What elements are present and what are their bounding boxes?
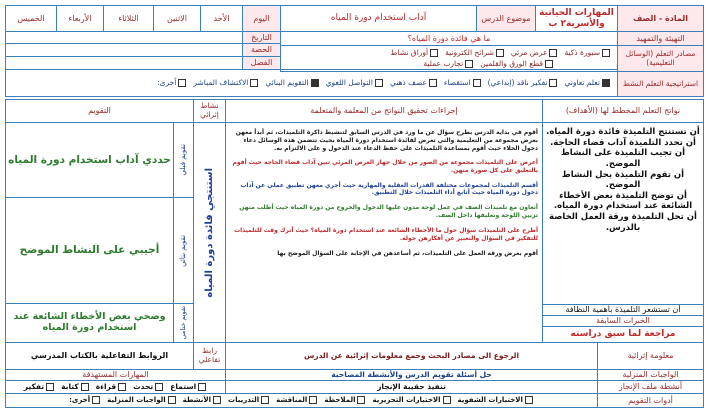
target-skills-label: المهارات المستهدفة [5,369,226,381]
day-thursday: الخميس [5,5,57,32]
eval-tag-final: تقويم ختامي [173,303,194,343]
strategy-item[interactable]: استقصاء [444,79,482,88]
homework-label: الواجبات المنزلية [597,369,704,381]
strategy-item[interactable]: تفكير ناقد (إبداعي) [488,79,559,88]
eval-tag-pre: تقويم قبلي [173,122,194,198]
intro-label: التهيئة والتمهيد [617,31,704,46]
day-tuesday: الثلاثاء [103,5,154,32]
enrichment-label: معلومة إثرائية [597,342,704,370]
eval-final: وضحي بعض الأخطاء الشائعة عند استخدام دورة المياه [5,303,174,343]
checkbox-checked-icon[interactable] [311,79,319,87]
skill-item[interactable]: كتابة [61,383,90,392]
day-monday: الاثنين [153,5,201,32]
resource-item[interactable]: سبورة ذكية [564,49,611,58]
checkbox-checked-icon[interactable] [602,79,610,87]
checkbox-icon[interactable] [198,383,206,391]
tool-item[interactable]: المناقشة [276,396,318,404]
interactive-link-label: رابط تفاعلي [193,342,226,370]
prev-experience-value: مراجعة لما سبق دراسته [542,326,704,343]
skill-item[interactable]: استماع [170,383,207,392]
checkbox-icon[interactable] [429,79,437,87]
strategies-label: استراتيجية التعلم النشط [617,71,704,97]
skill-item[interactable]: تحدث [133,383,164,392]
resources-label: مصادر التعلم (الوسائل التعليمية) [617,45,704,72]
procedure-step: أقوم بعرض ورقة العمل على التلميذات، ثم أساعدهن في الإجابة على السؤال الموضح بها [277,249,538,257]
interactive-link-value[interactable]: الروابط التفاعلية بالكتاب المدرسي [5,342,194,370]
activity-text: استنتجي فائدة دورة المياه [203,167,215,298]
checkbox-icon[interactable] [261,396,269,404]
achievement-label: أنشطة ملف الإنجاز [597,380,704,394]
resource-item[interactable]: شرائح الكترونية [445,49,505,58]
date-label: التاريخ [242,31,281,44]
checkbox-icon[interactable] [375,79,383,87]
strategy-item[interactable]: الاكتشاف المباشر [193,79,259,88]
checkbox-icon[interactable] [357,396,365,404]
day-label: اليوم [242,5,281,32]
resource-item[interactable]: قطع الورق والقلمين [480,60,554,69]
outcome-item: أن تحل التلميذة ورقة العمل الخاصة بالدرس. [549,212,697,233]
outcome-item: أن توضح التلميذة بعض الأخطاء الشائعة عند استخدام دورة المياه. [553,190,693,212]
tool-item[interactable]: الواجبات المنزلية [107,396,176,404]
procedure-step: أطرح على التلميذات سؤال حول ما الأخطاء الشائعة عند استخدام دورة المياه؟ حيث أترك وقت للتلميذات للتفكير في السؤال والتعبير عن أفكارهن حوله. [234,227,538,243]
homework-value: حل أسئلة تقويم الدرس والأنشطة المصاحبة [225,369,598,381]
checkbox-icon[interactable] [168,396,176,404]
skill-item[interactable]: قراءة [96,383,127,392]
resource-item[interactable]: تجارب عملية [423,60,474,69]
checkbox-icon[interactable] [602,49,610,57]
tool-item[interactable]: الأنشطة [183,396,222,404]
checkbox-icon[interactable] [213,396,221,404]
procedures-cell [225,122,543,343]
tool-item[interactable]: التدريبات [228,396,270,404]
checkbox-icon[interactable] [549,79,557,87]
skill-item[interactable]: تفكير [24,383,55,392]
strategy-item[interactable]: أخرى: [157,79,187,88]
lesson-value: آداب استخدام دورة المياه [280,5,477,32]
procedure-step: أقسم التلميذات لمجموعات مختلفة القدرات العقلية والمهارية حيث أجري معهن تطبيق عملي عن آداب دخول دورة المياه حيث أتابع أداء التلميذات خلال التطبيق. [240,181,538,197]
checkbox-icon[interactable] [545,60,553,68]
class-cells [5,56,243,70]
tool-item[interactable]: أخرى: [69,396,101,404]
prev-experience-label: الخبرات السابقة [542,315,704,327]
achievement-value: تنفيذ حقيبة الإنجاز [225,380,598,394]
checkbox-icon[interactable] [465,60,473,68]
outcome-item-last: أن تستشعر التلميذة بأهمية النظافة [542,304,704,316]
tools-box [5,393,598,408]
activity-cell [193,122,226,343]
day-wednesday: الأربعاء [56,5,104,32]
checkbox-icon[interactable] [496,49,504,57]
checkbox-icon[interactable] [92,396,100,404]
checkbox-icon[interactable] [81,383,89,391]
subject-value: المهارات الحياتية والأسرية٢ ب [535,5,618,32]
procedure-step: أقوم في بداية الدرس بطرح سؤال عن ما ورد في الدرس السابق لتنشيط ذاكرة التلميذات، ثم أبدأ معهن بعرض مجموعة من التعليمية والتي تعرض لفائدة استخدام دورة المياه بحيث تتضمن هذه الوسائل دعاء دخول الخلاء حيث أقوم بمساعدة التلميذات على حفظ الدعاء عند الدخول و على الالتزام به. [235,129,538,152]
checkbox-icon[interactable] [309,396,317,404]
tool-item[interactable]: الملاحظة [324,396,366,404]
day-sunday: الأحد [200,5,243,32]
period-label: الحصة [242,43,281,57]
checkbox-icon[interactable] [549,49,557,57]
outcome-item: أن تستنتج التلميذة فائدة دورة المياه. [546,127,700,137]
period-cells [5,43,243,57]
evaluation-header: التقويم [5,99,194,123]
strategies-box [5,69,618,97]
strategy-item[interactable]: تعلم تعاوني [564,79,611,88]
checkbox-icon[interactable] [250,79,258,87]
resources-box [280,45,618,72]
strategy-item[interactable]: عصف ذهني [390,79,438,88]
outcomes-cell [542,122,704,305]
checkbox-icon[interactable] [46,383,54,391]
strategy-item[interactable]: التواصل اللغوي [326,79,384,88]
procedure-step: أتعاون مع تلميذات الصف في عمل لوحة مدون عليها الدخول والخروج من دورة المياه حيث أطلب منهن تزيين اللوحة وتعليقها داخل الصف. [239,204,538,220]
outcome-item: أن تجيب التلميذة على النشاط الموضح. [560,148,686,169]
resource-item[interactable]: عرض مرئي [511,49,559,58]
checkbox-icon[interactable] [155,383,163,391]
intro-question: ما هي فائدة دورة المياه؟ [280,31,618,46]
checkbox-icon[interactable] [118,383,126,391]
tool-item[interactable]: الاختبارات التحريرية [372,396,451,404]
eval-tag-formative: تقويم بنائي [173,197,194,304]
eval-pre: حددي آداب استخدام دورة المياه [5,122,174,198]
skills-box [5,380,226,394]
subject-label: المادة - الصف [617,5,704,32]
lesson-label: موضوع الدرس [476,5,536,32]
procedure-step: أعرض على التلميذات مجموعة من الصور من خلال جهاز العرض المرئي تبين آداب قضاء الحاجة حيث أقوم بالتعليق على كل صورة منهن. [232,158,538,174]
tools-label: أدوات التقويم [597,393,704,408]
outcome-item: أن تحدد التلميذة آداب قضاء الحاجة. [550,137,696,148]
checkbox-icon[interactable] [178,79,186,87]
checkbox-icon[interactable] [473,79,481,87]
eval-formative: أجيبي على النشاط الموضح [5,197,174,304]
activity-header: نشاط إثرائي [193,99,226,123]
strategy-item[interactable]: التقويم البنائي [265,79,319,88]
checkbox-icon[interactable] [525,396,533,404]
enrichment-value: الرجوع الى مصادر البحث وجمع معلومات إثرائية عن الدرس [225,342,598,370]
checkbox-icon[interactable] [430,49,438,57]
resource-item[interactable]: أوراق نشاط [391,49,440,58]
class-label: الفصل [242,56,281,70]
procedures-header: إجراءات تحقيق النواتج من المعلمة والمتعلمة [225,99,543,123]
checkbox-icon[interactable] [443,396,451,404]
tool-item[interactable]: الاختبارات الشفوية [458,396,534,404]
outcome-item: أن تقوم التلميذة بحل النشاط الموضح. [561,169,685,191]
outcomes-header: نواتج التعلم المخطط لها (الأهداف) [542,99,704,123]
